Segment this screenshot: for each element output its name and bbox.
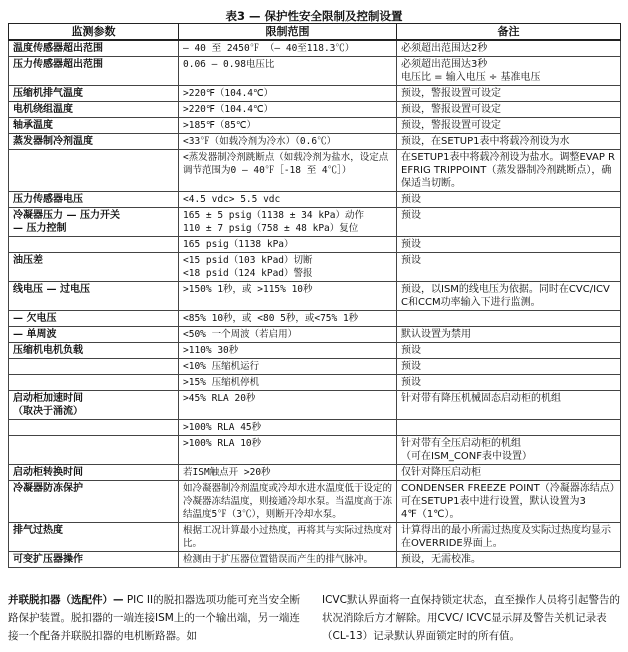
remarks-cell: 预设，警报设置可设定: [397, 86, 621, 102]
limit-range-cell: 165 psig（1138 kPa）: [179, 237, 397, 253]
limit-range-cell: <85% 10秒，或 <80 5秒，或<75% 1秒: [179, 311, 397, 327]
parameter-cell: 可变扩压器操作: [9, 552, 179, 568]
table-row: [9, 436, 621, 465]
limit-range-cell: <4.5 vdc> 5.5 vdc: [179, 192, 397, 208]
limit-range-cell: >100% RLA 10秒: [179, 436, 397, 465]
limit-range-cell: 如冷凝器制冷剂温度或冷却水进水温度低于设定的冷凝器冻结温度，则接通冷却水泵。当温度高于冻结温度5℉（3℃），则断开冷却水泵。: [179, 481, 397, 523]
limit-range-cell: >220℉（104.4℃）: [179, 102, 397, 118]
remarks-cell: [397, 420, 621, 436]
remarks-cell: 默认设置为禁用: [397, 327, 621, 343]
parameter-cell: 压力传感器超出范围: [9, 57, 179, 86]
table-row: [9, 327, 621, 343]
table-row: [9, 57, 621, 86]
parameter-cell: 冷凝器防冻保护: [9, 481, 179, 523]
remarks-cell: 预设: [397, 375, 621, 391]
remarks-cell: 预设: [397, 208, 621, 237]
table-row: [9, 253, 621, 282]
table-row: [9, 134, 621, 150]
table-row: [9, 102, 621, 118]
limit-range-cell: >100% RLA 45秒: [179, 420, 397, 436]
safety-limits-table: [8, 23, 621, 568]
table-row: [9, 391, 621, 420]
table-row: [9, 311, 621, 327]
limit-range-cell: 165 ± 5 psig（1138 ± 34 kPa）动作 110 ± 7 psig（758 ± 48 kPa）复位: [179, 208, 397, 237]
parameter-cell: 压缩机排气温度: [9, 86, 179, 102]
parameter-cell: [9, 359, 179, 375]
remarks-cell: 必须超出范围达3秒 电压比 = 输入电压 ÷ 基准电压: [397, 57, 621, 86]
table-row: [9, 192, 621, 208]
parameter-cell: [9, 436, 179, 465]
table-header-row: [9, 24, 621, 41]
limit-range-cell: >110% 30秒: [179, 343, 397, 359]
table-row: [9, 343, 621, 359]
shunt-trip-text: PIC II的脱扣器选项功能可充当安全断路保护装置。脱扣器的一端连接ISM上的一个输出端，另一端连接一个配备并联脱扣器的电机断路器。如: [8, 594, 301, 642]
limit-range-cell: <33℉（如载冷剂为冷水）（0.6℃）: [179, 134, 397, 150]
table-row: [9, 465, 621, 481]
remarks-cell: 必须超出范围达2秒: [397, 40, 621, 57]
parameter-cell: — 单周波: [9, 327, 179, 343]
table-row: [9, 237, 621, 253]
remarks-cell: 预设: [397, 253, 621, 282]
parameter-cell: 压缩机电机负载: [9, 343, 179, 359]
table-title: 表3 — 保护性安全限制及控制设置: [225, 9, 403, 23]
remarks-cell: 预设: [397, 343, 621, 359]
limit-range-cell: 根据工况计算最小过热度，再将其与实际过热度对比。: [179, 523, 397, 552]
parameter-cell: [9, 375, 179, 391]
parameter-cell: 轴承温度: [9, 118, 179, 134]
remarks-cell: 预设，在SETUP1表中将载冷剂设为水: [397, 134, 621, 150]
limit-range-cell: >45% RLA 20秒: [179, 391, 397, 420]
parameter-cell: 排气过热度: [9, 523, 179, 552]
header-remarks: 备注: [397, 24, 621, 41]
table-row: [9, 40, 621, 57]
table-row: [9, 481, 621, 523]
parameter-cell: 线电压 — 过电压: [9, 282, 179, 311]
parameter-cell: [9, 150, 179, 192]
remarks-cell: 在SETUP1表中将载冷剂设为盐水。调整EVAP REFRIG TRIPPOINT（蒸发器制冷剂跳断点），确保适当切断。: [397, 150, 621, 192]
parameter-cell: 启动柜加速时间 （取决于涌流）: [9, 391, 179, 420]
table-row: [9, 420, 621, 436]
remarks-cell: 预设: [397, 359, 621, 375]
remarks-cell: 预设，无需校准。: [397, 552, 621, 568]
parameter-cell: 电机绕组温度: [9, 102, 179, 118]
remarks-cell: 预设，警报设置可设定: [397, 118, 621, 134]
parameter-cell: [9, 237, 179, 253]
parameter-cell: [9, 420, 179, 436]
limit-range-cell: >220℉（104.4℃）: [179, 86, 397, 102]
lockout-paragraph: ICVC默认界面将一直保持锁定状态，直至操作人员将引起警告的状况消除后方才解除。用CVC/ ICVC显示屏及警告关机记录表（CL-13）记录默认界面锁定时的所有值。: [322, 594, 620, 642]
parameter-cell: 油压差: [9, 253, 179, 282]
remarks-cell: 预设: [397, 237, 621, 253]
table-row: [9, 523, 621, 552]
table-row: [9, 375, 621, 391]
remarks-cell: [397, 311, 621, 327]
limit-range-cell: 检测由于扩压器位置错误而产生的排气脉冲。: [179, 552, 397, 568]
remarks-cell: 预设，以ISM的线电压为依据。同时在CVC/ICVC和CCM功率输入下进行监测。: [397, 282, 621, 311]
parameter-cell: — 欠电压: [9, 311, 179, 327]
limit-range-cell: <蒸发器制冷剂跳断点（如载冷剂为盐水，设定点调节范围为0 – 40℉［-18 至 4℃］）: [179, 150, 397, 192]
limit-range-cell: >185℉（85℃）: [179, 118, 397, 134]
remarks-cell: 仅针对降压启动柜: [397, 465, 621, 481]
table-row: [9, 359, 621, 375]
table-row: [9, 208, 621, 237]
remarks-cell: 针对带有全压启动柜的机组 （可在ISM_CONF表中设置）: [397, 436, 621, 465]
table-row: [9, 282, 621, 311]
limit-range-cell: >15% 压缩机停机: [179, 375, 397, 391]
table-row: [9, 118, 621, 134]
shunt-trip-paragraph: [8, 591, 304, 645]
remarks-cell: 针对带有降压机械固态启动柜的机组: [397, 391, 621, 420]
limit-range-cell: – 40 至 2450℉ （– 40至118.3℃）: [179, 40, 397, 57]
parameter-cell: 温度传感器超出范围: [9, 40, 179, 57]
limit-range-cell: <15 psid（103 kPad）切断 <18 psid（124 kPad）警报: [179, 253, 397, 282]
table-row: [9, 552, 621, 568]
header-limit-range: 限制范围: [179, 24, 397, 41]
limit-range-cell: 0.06 – 0.98电压比: [179, 57, 397, 86]
parameter-cell: 冷凝器压力 — 压力开关 — 压力控制: [9, 208, 179, 237]
limit-range-cell: <10% 压缩机运行: [179, 359, 397, 375]
limit-range-cell: >150% 1秒，或 >115% 10秒: [179, 282, 397, 311]
remarks-cell: 预设: [397, 192, 621, 208]
remarks-cell: 预设，警报设置可设定: [397, 102, 621, 118]
limit-range-cell: 若ISM触点开 >20秒: [179, 465, 397, 481]
parameter-cell: 压力传感器电压: [9, 192, 179, 208]
limit-range-cell: <50% 一个周波（若启用）: [179, 327, 397, 343]
remarks-cell: CONDENSER FREEZE POINT（冷凝器冻结点）可在SETUP1表中进行设置，默认设置为34℉（1℃）。: [397, 481, 621, 523]
header-parameter: 监测参数: [9, 24, 179, 41]
table-row: [9, 86, 621, 102]
shunt-trip-heading: 并联脱扣器（选配件）—: [8, 594, 124, 606]
parameter-cell: 蒸发器制冷剂温度: [9, 134, 179, 150]
remarks-cell: 计算得出的最小所需过热度及实际过热度均显示在OVERRIDE界面上。: [397, 523, 621, 552]
parameter-cell: 启动柜转换时间: [9, 465, 179, 481]
table-row: [9, 150, 621, 192]
